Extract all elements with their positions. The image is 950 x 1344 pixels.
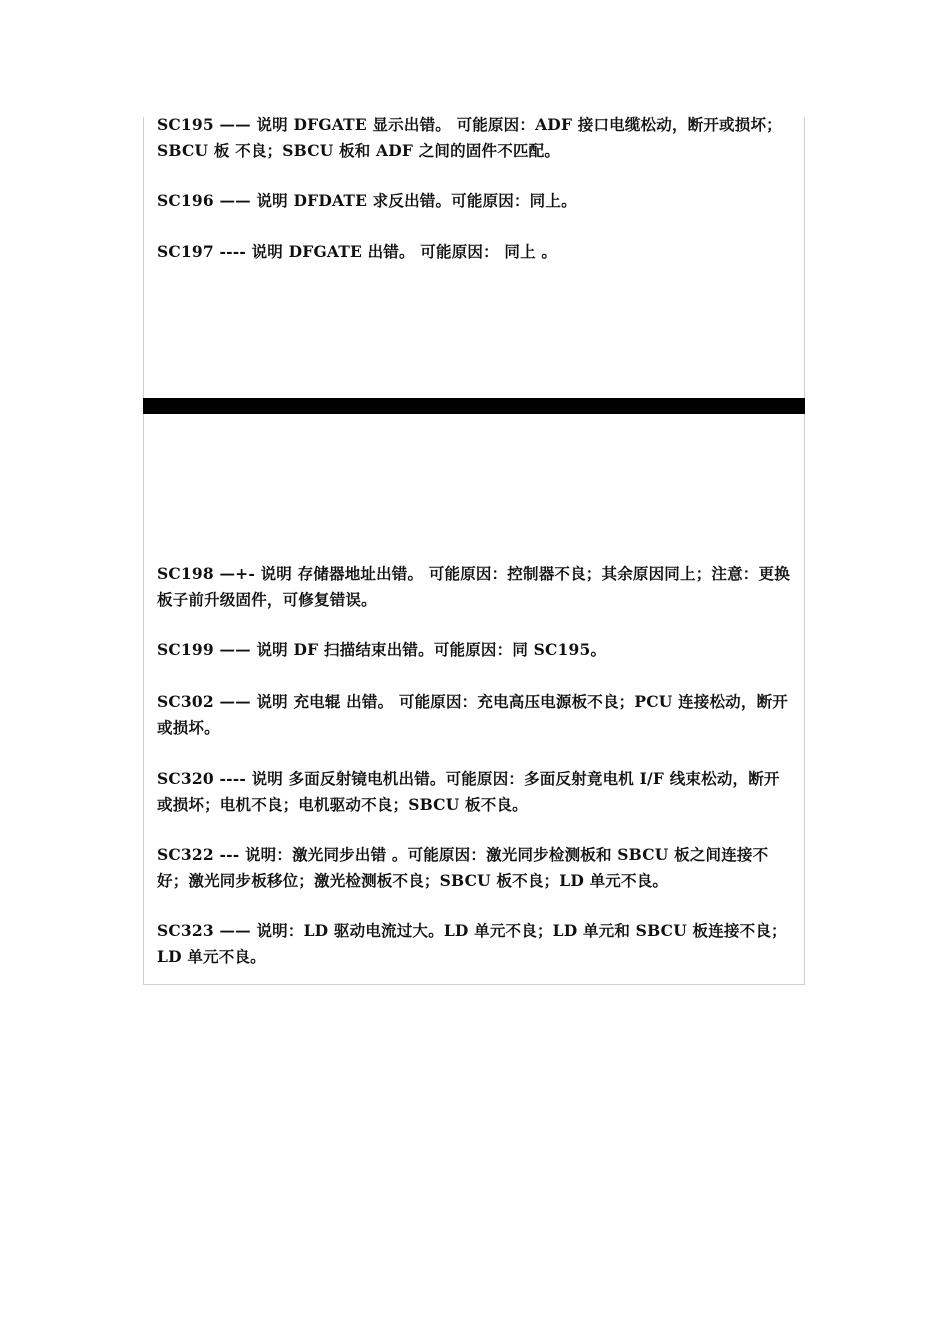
entry-sc302: SC302 —— 说明 充电辊 出错。 可能原因：充电高压电源板不良；PCU 连接松动，断开或损坏。 [157, 692, 788, 737]
entry-sc197: SC197 ---- 说明 DFGATE 出错。 可能原因： 同上 。 [157, 242, 558, 261]
entry-sc320: SC320 ---- 说明 多面反射镜电机出错。可能原因：多面反射竟电机 I/F 线束松动，断开或损坏；电机不良；电机驱动不良；SBCU 板不良。 [157, 769, 780, 814]
entry-sc198: SC198 —+- 说明 存储器地址出错。 可能原因：控制器不良；其余原因同上；注意：更换板子前升级固件，可修复错误。 [157, 564, 790, 609]
entry-sc195: SC195 —— 说明 DFGATE 显示出错。 可能原因：ADF 接口电缆松动，断开或损坏；SBCU 板 不良；SBCU 板和 ADF 之间的固件不匹配。 [157, 115, 782, 160]
entry-sc322: SC322 --- 说明：激光同步出错 。可能原因：激光同步检测板和 SBCU 板之间连接不好；激光同步板移位；激光检测板不良；SBCU 板不良；LD 单元不良。 [157, 845, 769, 890]
entry-sc199: SC199 —— 说明 DF 扫描结束出错。可能原因：同 SC195。 [157, 640, 607, 659]
entry-sc196: SC196 —— 说明 DFDATE 求反出错。可能原因：同上。 [157, 191, 577, 210]
entry-sc323: SC323 —— 说明：LD 驱动电流过大。LD 单元不良；LD 单元和 SBCU 板连接不良；LD 单元不良。 [157, 921, 787, 966]
page-separator-bar [143, 398, 805, 414]
